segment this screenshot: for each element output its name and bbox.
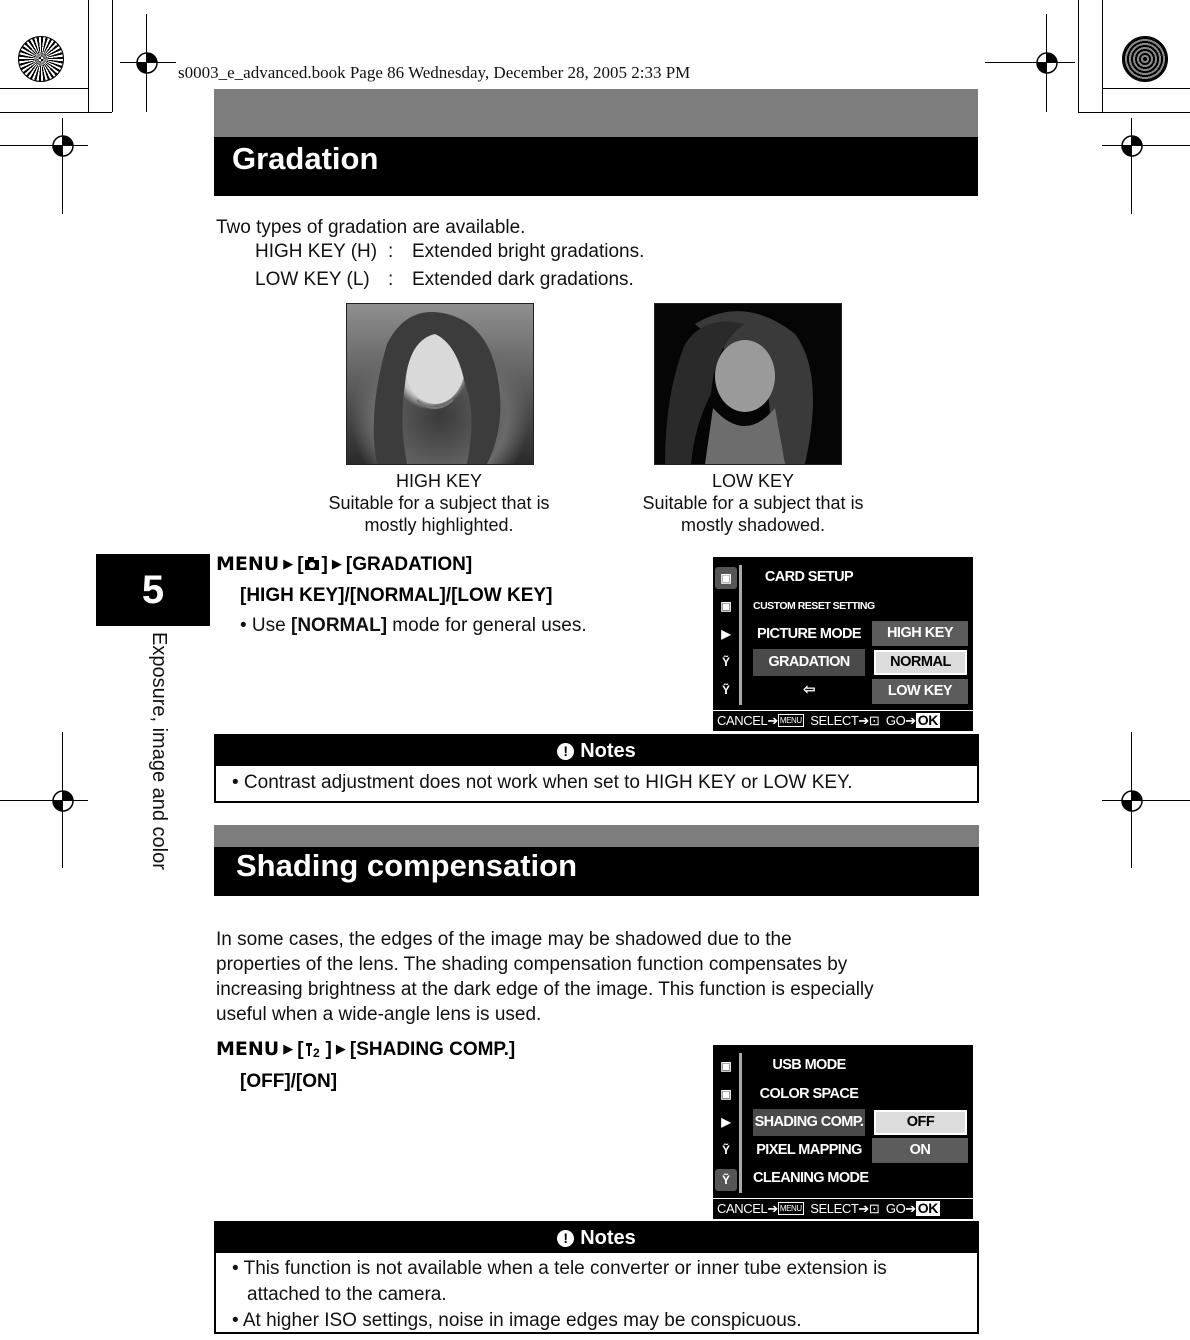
- paragraph-line: useful when a wide-angle lens is used.: [216, 1004, 542, 1025]
- high-key-photo: [346, 303, 534, 465]
- caption-title: LOW KEY: [711, 471, 795, 491]
- menu-label: MENU: [216, 1038, 280, 1060]
- scrollbar[interactable]: [739, 565, 742, 705]
- arrow-right-icon: ▶: [335, 1041, 346, 1056]
- shading-paragraph: [216, 927, 874, 1027]
- setup1-icon[interactable]: Ỹ: [721, 655, 730, 669]
- menu-path: [216, 1038, 515, 1061]
- menu-tab-close: ]: [325, 1039, 332, 1060]
- select-label: SELECT: [810, 1201, 859, 1216]
- arrow-right-icon: ▶: [331, 556, 342, 571]
- section-heading-band: [214, 825, 979, 847]
- notes-line: • Contrast adjustment does not work when set to HIGH KEY or LOW KEY.: [232, 772, 853, 793]
- option-on[interactable]: ON: [872, 1138, 968, 1163]
- section-heading-shading: [214, 847, 979, 896]
- lcd-footer: CANCEL➔ MENU SELECT➔⊡ GO➔ OK: [713, 1198, 973, 1219]
- menu-item-color-icon[interactable]: ⇦: [803, 682, 815, 698]
- caption-title: HIGH KEY: [395, 471, 483, 491]
- menu-item-pixel-mapping[interactable]: PIXEL MAPPING: [756, 1142, 862, 1158]
- lcd-footer: CANCEL➔ MENU SELECT➔⊡ GO➔ OK: [713, 710, 973, 731]
- setup2-icon[interactable]: Ỹ: [715, 1169, 737, 1191]
- option-low-key[interactable]: LOW KEY: [872, 679, 968, 704]
- chapter-title: [142, 632, 172, 912]
- caption-line: Suitable for a subject that is: [328, 493, 550, 513]
- definition-term: LOW KEY (L): [255, 269, 370, 290]
- paragraph-line: In some cases, the edges of the image may be shadowed due to the: [216, 929, 792, 950]
- menu-item-usb-mode[interactable]: USB MODE: [772, 1057, 846, 1073]
- option-normal[interactable]: NORMAL: [874, 650, 967, 675]
- notes-line: • This function is not available when a tele converter or inner tube extension is: [232, 1258, 887, 1279]
- photo-caption: [618, 470, 888, 536]
- definition-separator: :: [388, 241, 394, 262]
- section-title: Shading compensation: [236, 848, 578, 883]
- option-high-key[interactable]: HIGH KEY: [872, 621, 968, 646]
- chapter-title-text: Exposure, image and color: [148, 632, 170, 870]
- definition-row: [255, 269, 634, 291]
- menu-button-icon: MENU: [779, 1204, 802, 1213]
- paragraph-line: properties of the lens. The shading compensation function compensates by: [216, 954, 848, 975]
- registration-crosshair-icon: [1117, 131, 1147, 161]
- notes-header: [216, 1223, 977, 1253]
- notes-title: Notes: [580, 739, 636, 762]
- definition-desc: Extended dark gradations.: [412, 269, 634, 290]
- scrollbar[interactable]: [739, 1053, 742, 1193]
- bullet-bold: [NORMAL]: [291, 615, 388, 636]
- menu-label: MENU: [216, 553, 280, 575]
- bullet-line: [240, 613, 587, 638]
- go-label: GO: [885, 713, 906, 728]
- portrait-silhouette-icon: [347, 304, 533, 464]
- menu-path: [216, 553, 472, 576]
- menu-item-cleaning-mode[interactable]: CLEANING MODE: [753, 1170, 869, 1186]
- notes-line: • At higher ISO settings, noise in image edges may be conspicuous.: [232, 1310, 802, 1331]
- svg-text:2: 2: [312, 1046, 320, 1058]
- menu-tab-close: ]: [321, 554, 328, 575]
- option-off[interactable]: OFF: [874, 1110, 967, 1135]
- paragraph-line: increasing brightness at the dark edge of the image. This function is especially: [216, 979, 874, 1000]
- notes-header: [216, 736, 977, 766]
- photo-caption: [304, 470, 574, 536]
- options-line: [HIGH KEY]/[NORMAL]/[LOW KEY]: [240, 585, 553, 606]
- menu-item-custom-reset[interactable]: CUSTOM RESET SETTING: [753, 600, 875, 612]
- cancel-label: CANCEL: [717, 1201, 768, 1216]
- camera1-icon[interactable]: ▣: [720, 1059, 732, 1073]
- menu-item: [SHADING COMP.]: [349, 1039, 516, 1060]
- go-label: GO: [885, 1201, 906, 1216]
- setup1-icon[interactable]: Ỹ: [721, 1143, 730, 1157]
- definition-row: [255, 241, 644, 263]
- registration-crosshair-icon: [1032, 48, 1062, 78]
- registration-crosshair-icon: [132, 48, 162, 78]
- notes-title: Notes: [580, 1226, 636, 1249]
- ok-button-icon: OK: [917, 712, 938, 728]
- arrow-right-icon: ▶: [283, 556, 294, 571]
- bullet-text: mode for general uses.: [387, 615, 587, 636]
- menu-item-color-space[interactable]: COLOR SPACE: [759, 1086, 859, 1102]
- arrow-right-icon: ▶: [283, 1041, 294, 1056]
- menu-item-gradation[interactable]: GRADATION: [753, 649, 865, 676]
- dpad-icon: ⊡: [868, 1201, 880, 1216]
- page-header: s0003_e_advanced.book Page 86 Wednesday, December 28, 2005 2:33 PM: [178, 63, 691, 82]
- exclamation-icon: !: [557, 743, 574, 760]
- low-key-photo: [654, 303, 842, 465]
- exclamation-icon: !: [557, 1230, 574, 1247]
- ok-button-icon: OK: [917, 1200, 938, 1216]
- menu-item: [GRADATION]: [345, 554, 473, 575]
- menu-tab-open: [: [297, 554, 304, 575]
- play-icon[interactable]: ▶: [721, 1115, 731, 1129]
- notes-box: [214, 1221, 979, 1334]
- chapter-number-tab: 5: [96, 554, 210, 626]
- definition-separator: :: [388, 269, 394, 290]
- camera-menu-screen: [713, 557, 973, 731]
- crop-rosette-icon: [18, 36, 64, 82]
- cancel-label: CANCEL: [717, 713, 768, 728]
- menu-tab-open: [: [297, 1039, 304, 1060]
- menu-item-picture-mode[interactable]: PICTURE MODE: [757, 626, 861, 642]
- gradation-intro: Two types of gradation are available.: [216, 217, 526, 238]
- camera2-icon[interactable]: ▣: [720, 599, 732, 613]
- camera-menu-screen: [713, 1045, 973, 1219]
- menu-item-card-setup[interactable]: CARD SETUP: [764, 569, 854, 585]
- menu-item-shading-comp[interactable]: SHADING COMP.: [753, 1109, 865, 1136]
- definition-term: HIGH KEY (H): [255, 241, 378, 262]
- section-title: Gradation: [232, 141, 379, 176]
- setup2-icon[interactable]: Ỹ: [721, 683, 730, 697]
- notes-line: attached to the camera.: [247, 1284, 447, 1305]
- camera1-icon: [304, 556, 322, 572]
- definition-desc: Extended bright gradations.: [412, 241, 645, 262]
- menu-button-icon: MENU: [779, 716, 802, 725]
- bullet-text: • Use: [240, 615, 291, 636]
- section-heading-band: [214, 89, 978, 137]
- registration-crosshair-icon: [48, 131, 78, 161]
- caption-line: mostly shadowed.: [680, 515, 826, 535]
- options-line: [OFF]/[ON]: [240, 1071, 338, 1092]
- registration-crosshair-icon: [48, 786, 78, 816]
- registration-crosshair-icon: [1117, 786, 1147, 816]
- dpad-icon: ⊡: [868, 713, 880, 728]
- play-icon[interactable]: ▶: [721, 627, 731, 641]
- camera2-icon[interactable]: ▣: [720, 1087, 732, 1101]
- camera1-icon[interactable]: ▣: [715, 567, 737, 589]
- notes-box: [214, 734, 979, 803]
- caption-line: mostly highlighted.: [364, 515, 514, 535]
- setup2-icon: [304, 1040, 326, 1058]
- caption-line: Suitable for a subject that is: [642, 493, 864, 513]
- portrait-silhouette-icon: [655, 304, 841, 464]
- crop-rosette-icon: [1122, 36, 1168, 82]
- section-heading-gradation: [214, 137, 978, 196]
- select-label: SELECT: [810, 713, 859, 728]
